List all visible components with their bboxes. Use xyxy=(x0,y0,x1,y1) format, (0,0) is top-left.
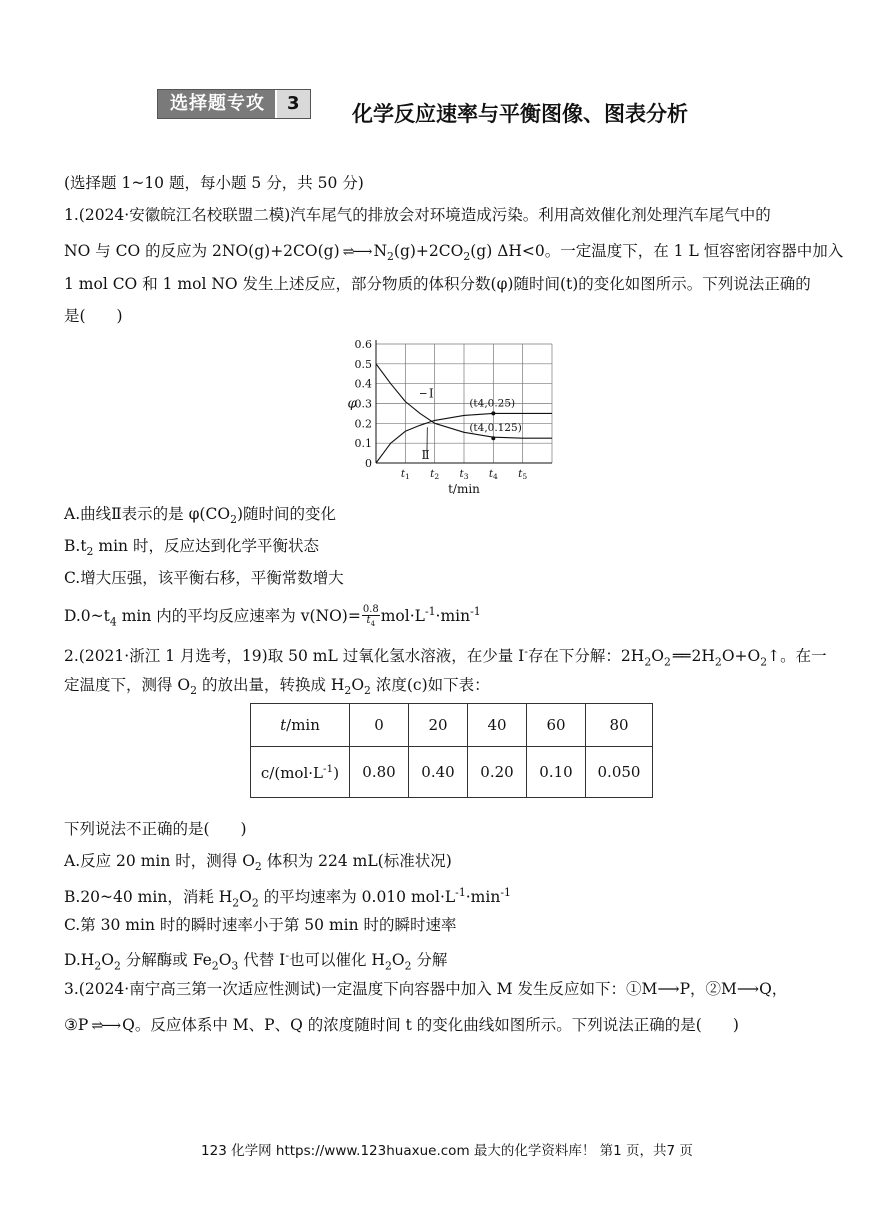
q3-line2: ③P ⇌⟶ Q。反应体系中 M、P、Q 的浓度随时间 t 的变化曲线如图所示。下列说法正确的是( ) xyxy=(64,1014,739,1037)
intro-text: (选择题 1~10 题，每小题 5 分，共 50 分) xyxy=(64,174,364,192)
page-title: 化学反应速率与平衡图像、图表分析 xyxy=(352,102,688,126)
y-tick-label: 0.2 xyxy=(354,417,372,431)
table-header-cell: t/min xyxy=(251,704,350,747)
q1-option-c[interactable]: C.增大压强，该平衡右移，平衡常数增大 xyxy=(64,569,344,587)
x-tick-label: t4 xyxy=(488,468,498,481)
x-tick-label: t1 xyxy=(400,468,410,481)
table-row xyxy=(251,704,653,747)
x-tick-label: t3 xyxy=(459,468,469,481)
q2-stem: 下列说法不正确的是( ) xyxy=(64,820,247,838)
table-cell: 0.10 xyxy=(527,747,586,798)
table-cell: 0.050 xyxy=(586,747,653,798)
q1-line1: 1.(2024·安徽皖江名校联盟二模)汽车尾气的排放会对环境造成污染。利用高效催化剂处理汽车尾气中的 xyxy=(64,206,771,224)
annotation-label: (t4,0.25) xyxy=(469,397,516,410)
fraction: $\frac{0.8}{t_4}$ xyxy=(362,604,379,629)
q1-line2: NO 与 CO 的反应为 2NO(g)+2CO(g) ⇌⟶ $N_2(g)+2CO_2(g)$ ΔH<0。一定温度下，在 1 L 恒容密闭容器中加入 xyxy=(64,242,844,264)
q1-line4: 是( ) xyxy=(64,307,123,325)
y-tick-label: 0.5 xyxy=(354,357,372,371)
annotation-label: (t4,0.125) xyxy=(469,422,522,435)
q1-option-a[interactable]: A.曲线Ⅱ表示的是 $\varphi(CO_2)$随时间的变化 xyxy=(64,505,337,527)
y-tick-label: 0.4 xyxy=(354,377,372,391)
badge-label: 选择题专攻 xyxy=(158,90,275,118)
reversible-arrow-icon: ⇌⟶ xyxy=(342,244,371,260)
q2-line2: 定温度下，测得 $O_2$ 的放出量，转换成 $H_2O_2$ 浓度(c)如下表： xyxy=(64,676,490,698)
concentration-table xyxy=(250,703,653,798)
equals-sign-icon: ══ xyxy=(672,647,690,666)
q2-option-d[interactable]: $D.H_2O_2$ 分解酶或 $Fe_2O_3$ 代替 I-也可以催化 $H_2O_2$ 分解 xyxy=(64,949,448,973)
series-label: Ⅰ xyxy=(428,386,434,401)
badge-number: 3 xyxy=(275,90,310,118)
table-cell: 0.40 xyxy=(409,747,468,798)
q3-line1: 3.(2024·南宁高三第一次适应性测试)一定温度下向容器中加入 M 发生反应如下：①M⟶P，②M⟶Q， xyxy=(64,980,788,998)
y-tick-label: 0.1 xyxy=(354,437,372,451)
table-cell: 40 xyxy=(468,704,527,747)
page-footer: 123 化学网 https://www.123huaxue.com 最大的化学资料库！ 第1 页，共7 页 xyxy=(201,1143,693,1159)
section-badge xyxy=(157,89,311,119)
data-point xyxy=(491,411,495,415)
q1-line3: 1 mol CO 和 1 mol NO 发生上述反应，部分物质的体积分数(φ)随时间(t)的变化如图所示。下列说法正确的 xyxy=(64,275,811,293)
table-cell: 0 xyxy=(350,704,409,747)
series-label: Ⅱ xyxy=(421,448,430,463)
q2-option-c[interactable]: C.第 30 min 时的瞬时速率小于第 50 min 时的瞬时速率 xyxy=(64,916,457,934)
y-tick-label: 0.3 xyxy=(354,397,372,411)
table-cell: 0.20 xyxy=(468,747,527,798)
y-tick-label: 0 xyxy=(365,457,372,470)
data-point xyxy=(491,436,495,440)
y-axis-label: φ xyxy=(347,396,357,412)
q2-line1: 2.(2021·浙江 1 月选考，19)取 50 mL 过氧化氢水溶液，在少量 I-存在下分解：$2H_2O_2$ ══ $2H_2O+O_2↑$。在一 xyxy=(64,645,827,669)
reversible-arrow-icon: ⇌⟶ xyxy=(91,1018,120,1034)
table-cell: 20 xyxy=(409,704,468,747)
q2-option-a[interactable]: A.反应 20 min 时，测得 $O_2$ 体积为 224 mL(标准状况) xyxy=(64,852,452,874)
y-tick-label: 0.6 xyxy=(354,338,372,351)
table-cell: 60 xyxy=(527,704,586,747)
table-row xyxy=(251,747,653,798)
table-cell: 0.80 xyxy=(350,747,409,798)
table-cell: 80 xyxy=(586,704,653,747)
phi-time-chart xyxy=(330,330,570,495)
q2-option-b[interactable]: B.20~40 min，消耗 $H_2O_2$ 的平均速率为 0.010 $mol\cdot L^{-1}\cdot\min^{-1}$ xyxy=(64,886,511,910)
x-tick-label: t2 xyxy=(430,468,440,481)
x-axis-label: t/min xyxy=(448,482,480,495)
q1-option-d[interactable]: $D.0\sim t_4$ min 内的平均反应速率为 v(NO)= $\frac{0.8}{t_4}$ $mol\cdot L^{-1}\cdot\min^{-1}$ xyxy=(64,604,481,629)
table-header-cell: $c/(mol\cdot L^{-1})$ xyxy=(251,747,350,798)
q1-option-b[interactable]: $B.t_2$ min 时，反应达到化学平衡状态 xyxy=(64,537,319,559)
x-tick-label: t5 xyxy=(518,468,528,481)
